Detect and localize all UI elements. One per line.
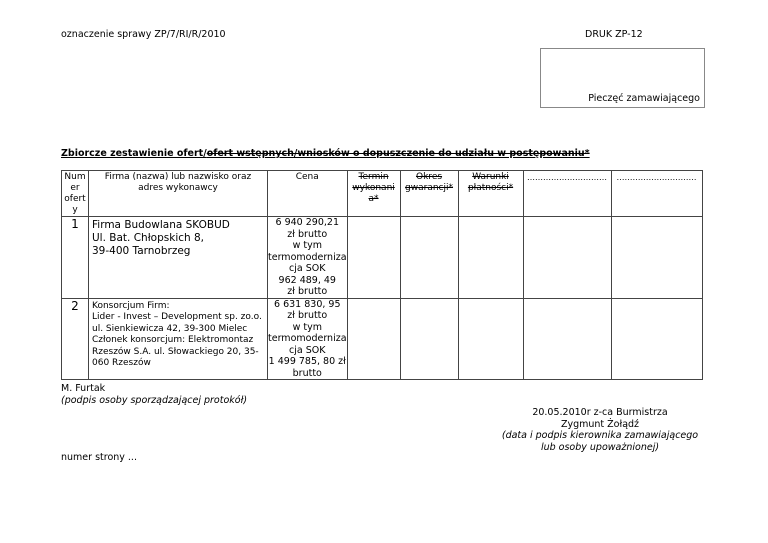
row-1-price: 6 940 290,21 zł brutto w tym termomoderniza cja SOK 962 489, 49 zł brutto	[268, 217, 347, 297]
row-1-term	[347, 217, 400, 299]
header-num: Num er ofert y	[62, 171, 89, 217]
stamp-caption: Pieczęć zamawiającego	[588, 93, 700, 104]
stamp-box	[540, 48, 705, 108]
row-1-payment	[458, 217, 523, 299]
signature-block	[480, 407, 720, 453]
row-2-term	[347, 298, 400, 380]
header-firm: Firma (nazwa) lub nazwisko oraz adres wykonawcy	[89, 171, 268, 217]
document-title	[61, 148, 590, 159]
offers-table	[61, 170, 703, 380]
author-name: M. Furtak	[61, 383, 106, 394]
title-struck: ofert wstępnych/wniosków o dopuszczenie do udziału w postępowaniu*	[206, 148, 590, 159]
row-1-warranty	[400, 217, 458, 299]
header-payment: Warunki płatności*	[458, 171, 523, 217]
header-extra-2: …………………………	[611, 171, 702, 217]
row-2-num: 2	[62, 298, 89, 380]
row-2-payment	[458, 298, 523, 380]
header-extra-1: …………………………	[523, 171, 611, 217]
table-row	[62, 217, 703, 299]
row-1-num: 1	[62, 217, 89, 299]
row-2-warranty	[400, 298, 458, 380]
author-caption: (podpis osoby sporządzającej protokół)	[61, 395, 248, 406]
signature-date-line: 20.05.2010r z-ca Burmistrza	[532, 407, 668, 418]
form-code: DRUK ZP-12	[585, 29, 643, 40]
signer-caption-1: (data i podpis kierownika zamawiającego	[501, 430, 699, 441]
header-price: Cena	[268, 171, 348, 217]
signer-name: Zygmunt Żołądź	[560, 418, 640, 430]
row-2-extra-1	[523, 298, 611, 380]
header-term: Termin wykonani a*	[347, 171, 400, 217]
signer-caption-2: lub osoby upoważnionej)	[540, 441, 660, 453]
title-plain: Zbiorcze zestawienie ofert/	[61, 148, 207, 159]
row-1-firm: Firma Budowlana SKOBUD Ul. Bat. Chłopskich 8, 39-400 Tarnobrzeg	[89, 217, 268, 299]
table-row	[62, 298, 703, 380]
row-1-extra-1	[523, 217, 611, 299]
case-reference: oznaczenie sprawy ZP/7/RI/R/2010	[61, 29, 226, 40]
header-warranty: Okres gwarancji*	[400, 171, 458, 217]
row-2-extra-2	[611, 298, 702, 380]
row-2-price: 6 631 830, 95 zł brutto w tym termomoderniza cja SOK 1 499 785, 80 zł brutto	[268, 298, 347, 379]
row-1-extra-2	[611, 217, 702, 299]
table-header-row	[62, 171, 703, 217]
row-2-firm: Konsorcjum Firm: Lider - Invest – Development sp. zo.o. ul. Sienkiewicza 42, 39-300 Mielec Członek konsorcjum: Elektromontaz Rzeszów S.A. ul. Słowackiego 20, 35- 060 Rzeszów	[89, 298, 268, 380]
page-number: numer strony ...	[61, 452, 137, 463]
